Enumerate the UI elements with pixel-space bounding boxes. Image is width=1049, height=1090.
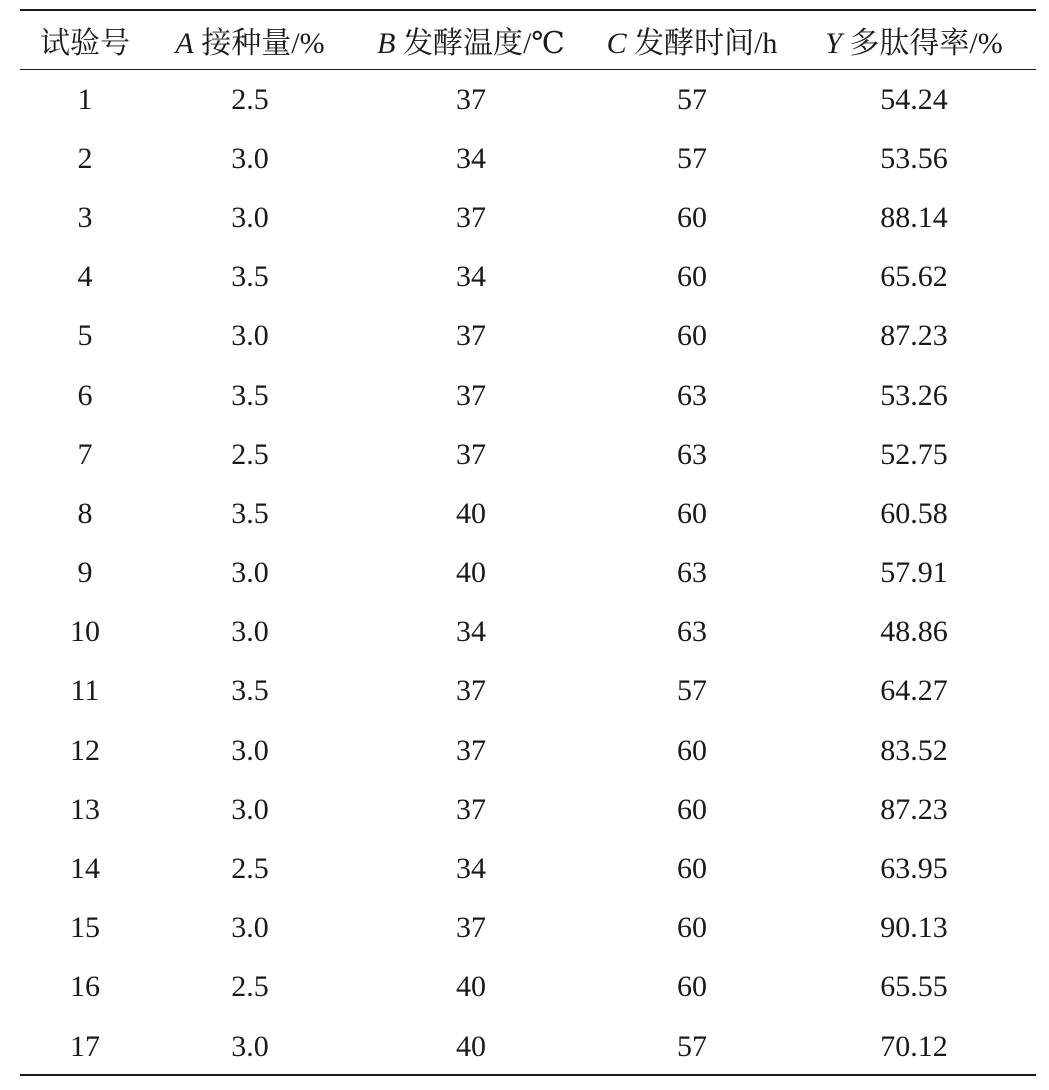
- trial-no-cell: 17: [70, 1029, 100, 1063]
- temperature-cell: 37: [456, 200, 486, 234]
- trial-no-cell: 6: [77, 378, 93, 412]
- temperature-cell: 37: [456, 674, 486, 708]
- temperature-cell: 37: [456, 319, 486, 353]
- header-temperature: [350, 18, 592, 62]
- time-cell: 60: [677, 852, 707, 886]
- temperature-cell: 34: [456, 260, 486, 294]
- header-yield: [792, 18, 1036, 62]
- trial-no-cell: 12: [70, 733, 100, 767]
- time-cell: 60: [677, 200, 707, 234]
- table-row: [20, 544, 1036, 603]
- temperature-cell: 37: [456, 733, 486, 767]
- time-cell: 57: [677, 82, 707, 116]
- table-row: [20, 366, 1036, 425]
- temperature-cell: 40: [456, 1029, 486, 1063]
- trial-no-cell: 5: [77, 319, 93, 353]
- header-variable: C: [606, 27, 627, 60]
- yield-cell: 90.13: [880, 911, 948, 945]
- yield-cell: 48.86: [880, 615, 948, 649]
- table-row: [20, 603, 1036, 662]
- yield-cell: 53.26: [880, 378, 948, 412]
- table-row: [20, 662, 1036, 721]
- inoculum-cell: 3.0: [231, 556, 269, 590]
- table-row: [20, 839, 1036, 898]
- trial-no-cell: 11: [70, 674, 100, 708]
- inoculum-cell: 3.5: [231, 260, 269, 294]
- table-row: [20, 248, 1036, 307]
- inoculum-cell: 2.5: [231, 852, 269, 886]
- yield-cell: 64.27: [880, 674, 948, 708]
- header-label: 接种量/%: [193, 27, 325, 60]
- trial-no-cell: 1: [77, 82, 93, 116]
- trial-no-cell: 15: [70, 911, 100, 945]
- time-cell: 63: [677, 437, 707, 471]
- trial-no-cell: 2: [77, 141, 93, 175]
- yield-cell: 53.56: [880, 141, 948, 175]
- temperature-cell: 40: [456, 496, 486, 530]
- temperature-cell: 40: [456, 556, 486, 590]
- yield-cell: 83.52: [880, 733, 948, 767]
- time-cell: 57: [677, 1029, 707, 1063]
- time-cell: 60: [677, 260, 707, 294]
- table-row: [20, 721, 1036, 780]
- header-label: 发酵温度/℃: [395, 27, 565, 60]
- header-time: [592, 18, 792, 62]
- time-cell: 60: [677, 970, 707, 1004]
- table-row: [20, 780, 1036, 839]
- header-variable: Y: [825, 27, 842, 60]
- temperature-cell: 37: [456, 378, 486, 412]
- yield-cell: 88.14: [880, 200, 948, 234]
- inoculum-cell: 3.0: [231, 141, 269, 175]
- experiment-table: [20, 9, 1036, 1076]
- inoculum-cell: 3.0: [231, 319, 269, 353]
- yield-cell: 70.12: [880, 1029, 948, 1063]
- temperature-cell: 37: [456, 792, 486, 826]
- temperature-cell: 37: [456, 911, 486, 945]
- table-row: [20, 188, 1036, 247]
- table-row: [20, 958, 1036, 1017]
- time-cell: 63: [677, 615, 707, 649]
- time-cell: 63: [677, 378, 707, 412]
- inoculum-cell: 2.5: [231, 437, 269, 471]
- table-row: [20, 129, 1036, 188]
- inoculum-cell: 3.5: [231, 378, 269, 412]
- header-label: 多肽得率/%: [841, 27, 1003, 60]
- header-inoculum: [150, 18, 350, 62]
- table-body: [20, 70, 1036, 1074]
- time-cell: 63: [677, 556, 707, 590]
- table-row: [20, 484, 1036, 543]
- table-row: [20, 425, 1036, 484]
- inoculum-cell: 3.0: [231, 792, 269, 826]
- time-cell: 60: [677, 496, 707, 530]
- table-row: [20, 307, 1036, 366]
- inoculum-cell: 3.0: [231, 911, 269, 945]
- yield-cell: 60.58: [880, 496, 948, 530]
- table-row: [20, 70, 1036, 129]
- yield-cell: 63.95: [880, 852, 948, 886]
- yield-cell: 57.91: [880, 556, 948, 590]
- temperature-cell: 37: [456, 437, 486, 471]
- inoculum-cell: 3.0: [231, 615, 269, 649]
- inoculum-cell: 3.5: [231, 674, 269, 708]
- header-trial-no: [20, 18, 150, 62]
- yield-cell: 54.24: [880, 82, 948, 116]
- time-cell: 60: [677, 911, 707, 945]
- trial-no-cell: 10: [70, 615, 100, 649]
- time-cell: 60: [677, 792, 707, 826]
- temperature-cell: 34: [456, 852, 486, 886]
- time-cell: 60: [677, 319, 707, 353]
- trial-no-cell: 4: [77, 260, 93, 294]
- trial-no-cell: 16: [70, 970, 100, 1004]
- header-label: 发酵时间/h: [626, 27, 778, 60]
- table-row: [20, 1017, 1036, 1076]
- inoculum-cell: 3.0: [231, 1029, 269, 1063]
- temperature-cell: 37: [456, 82, 486, 116]
- trial-no-cell: 13: [70, 792, 100, 826]
- inoculum-cell: 3.0: [231, 200, 269, 234]
- inoculum-cell: 3.5: [231, 496, 269, 530]
- yield-cell: 87.23: [880, 319, 948, 353]
- time-cell: 57: [677, 674, 707, 708]
- time-cell: 57: [677, 141, 707, 175]
- header-variable: A: [175, 27, 194, 60]
- trial-no-cell: 3: [77, 200, 93, 234]
- header-variable: B: [377, 27, 396, 60]
- header-label: 试验号: [40, 27, 130, 60]
- yield-cell: 65.62: [880, 260, 948, 294]
- table-header-row: [20, 11, 1036, 69]
- yield-cell: 65.55: [880, 970, 948, 1004]
- trial-no-cell: 7: [77, 437, 93, 471]
- time-cell: 60: [677, 733, 707, 767]
- temperature-cell: 34: [456, 615, 486, 649]
- table-row: [20, 899, 1036, 958]
- trial-no-cell: 8: [77, 496, 93, 530]
- yield-cell: 87.23: [880, 792, 948, 826]
- yield-cell: 52.75: [880, 437, 948, 471]
- inoculum-cell: 2.5: [231, 970, 269, 1004]
- trial-no-cell: 14: [70, 852, 100, 886]
- temperature-cell: 40: [456, 970, 486, 1004]
- trial-no-cell: 9: [77, 556, 93, 590]
- inoculum-cell: 3.0: [231, 733, 269, 767]
- inoculum-cell: 2.5: [231, 82, 269, 116]
- temperature-cell: 34: [456, 141, 486, 175]
- table-bottom-rule: [20, 1074, 1036, 1076]
